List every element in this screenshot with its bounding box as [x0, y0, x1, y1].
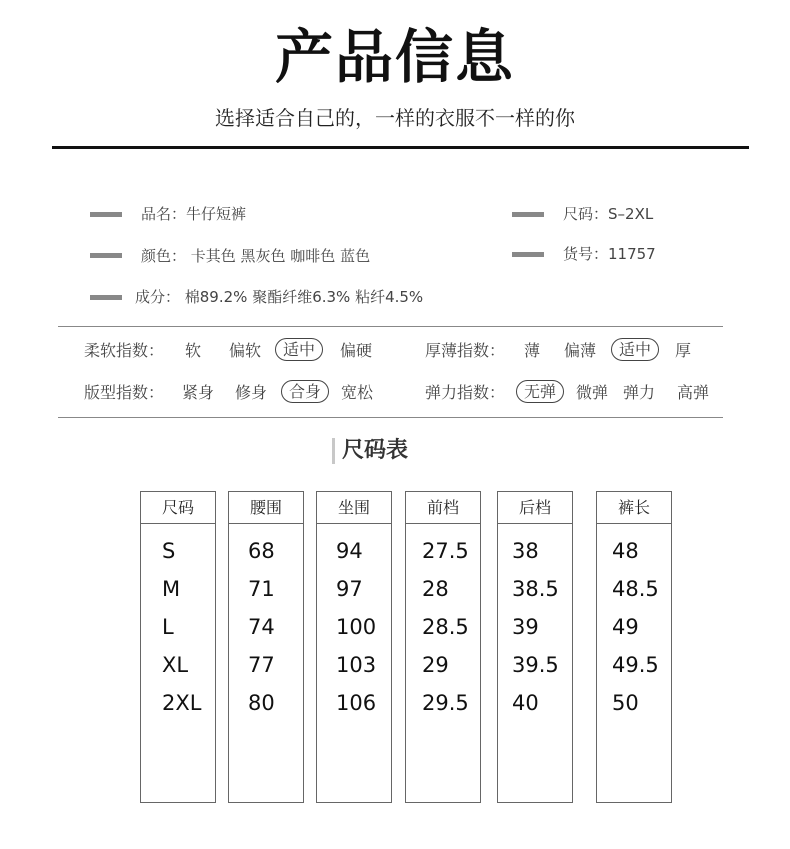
thickness-option: 偏薄 — [564, 341, 597, 360]
page-title: 产品信息 — [274, 23, 515, 91]
info-item-no: 货号：11757 — [563, 245, 656, 263]
column-header: 后档 — [498, 492, 572, 524]
front-rise-cell: 28 — [422, 577, 449, 601]
elasticity-option: 微弹 — [576, 383, 609, 402]
hip-cell: 94 — [336, 539, 363, 563]
thickness-option: 薄 — [524, 341, 541, 360]
column-header: 尺码 — [141, 492, 215, 524]
size-table-title: 尺码表 — [342, 438, 409, 463]
column-header: 前档 — [406, 492, 480, 524]
back-rise-cell: 38.5 — [512, 577, 559, 601]
hip-cell: 100 — [336, 615, 377, 639]
bullet-bar-icon — [512, 212, 544, 217]
thickness-option: 厚 — [675, 341, 692, 360]
info-colors: 颜色： 卡其色 黑灰色 咖啡色 蓝色 — [141, 247, 371, 265]
fit-option: 紧身 — [182, 383, 215, 402]
waist-cell: 74 — [248, 615, 275, 639]
info-composition: 成分： 棉89.2% 聚酯纤维6.3% 粘纤4.5% — [135, 288, 424, 306]
thickness-label: 厚薄指数： — [425, 341, 506, 360]
size-cell: 2XL — [162, 691, 202, 715]
bullet-bar-icon — [90, 253, 122, 258]
fit-option-selected: 合身 — [281, 380, 329, 403]
back-rise-cell: 38 — [512, 539, 539, 563]
length-cell: 49.5 — [612, 653, 659, 677]
bullet-bar-icon — [512, 252, 544, 257]
column-header: 坐围 — [317, 492, 391, 524]
elasticity-option: 弹力 — [623, 383, 656, 402]
info-size-range: 尺码：S–2XL — [563, 205, 654, 223]
softness-option-selected: 适中 — [275, 338, 323, 361]
length-cell: 48.5 — [612, 577, 659, 601]
size-column — [140, 491, 216, 803]
length-cell: 48 — [612, 539, 639, 563]
header-divider — [52, 146, 749, 149]
info-name: 品名：牛仔短裤 — [141, 205, 247, 223]
length-cell: 50 — [612, 691, 639, 715]
column-header: 腰围 — [229, 492, 303, 524]
softness-option: 偏硬 — [340, 341, 373, 360]
hip-cell: 103 — [336, 653, 377, 677]
waist-cell: 77 — [248, 653, 275, 677]
front-rise-cell: 29.5 — [422, 691, 469, 715]
back-rise-cell: 39.5 — [512, 653, 559, 677]
elasticity-option-selected: 无弹 — [516, 380, 564, 403]
bullet-bar-icon — [90, 295, 122, 300]
thickness-option-selected: 适中 — [611, 338, 659, 361]
front-rise-cell: 28.5 — [422, 615, 469, 639]
fit-label: 版型指数： — [84, 383, 165, 402]
size-cell: XL — [162, 653, 189, 677]
waist-cell: 80 — [248, 691, 275, 715]
front-rise-cell: 29 — [422, 653, 449, 677]
back-rise-cell: 39 — [512, 615, 539, 639]
waist-cell: 71 — [248, 577, 275, 601]
bullet-bar-icon — [90, 212, 122, 217]
hip-cell: 97 — [336, 577, 363, 601]
front-rise-cell: 27.5 — [422, 539, 469, 563]
column-header: 裤长 — [597, 492, 671, 524]
page-subtitle: 选择适合自己的，一样的衣服不一样的你 — [215, 106, 575, 130]
indices-top-divider — [58, 326, 723, 327]
size-cell: M — [162, 577, 181, 601]
hip-cell: 106 — [336, 691, 377, 715]
indices-bottom-divider — [58, 417, 723, 418]
waist-cell: 68 — [248, 539, 275, 563]
softness-option: 偏软 — [229, 341, 262, 360]
section-mark — [332, 438, 335, 464]
size-cell: S — [162, 539, 176, 563]
softness-label: 柔软指数： — [84, 341, 165, 360]
elasticity-option: 高弹 — [677, 383, 710, 402]
back-rise-cell: 40 — [512, 691, 539, 715]
fit-option: 宽松 — [341, 383, 374, 402]
elasticity-label: 弹力指数： — [425, 383, 506, 402]
fit-option: 修身 — [235, 383, 268, 402]
size-cell: L — [162, 615, 174, 639]
length-cell: 49 — [612, 615, 639, 639]
softness-option: 软 — [185, 341, 202, 360]
